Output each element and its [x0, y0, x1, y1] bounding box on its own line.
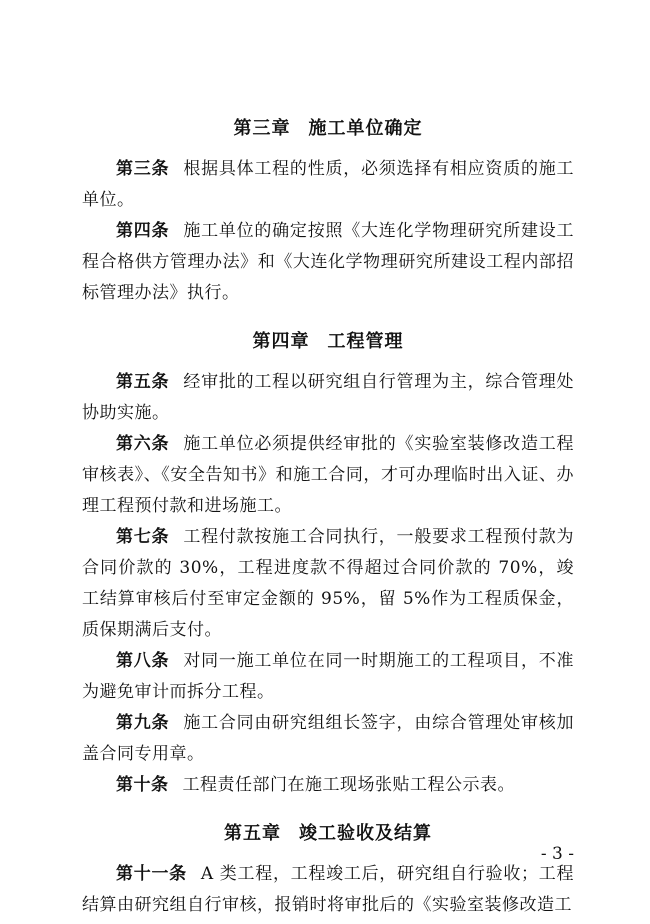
article-label: 第十条	[116, 775, 169, 795]
article-10	[82, 770, 574, 801]
chapter-title: 竣工验收及结算	[299, 823, 432, 844]
section-spacer	[82, 801, 574, 819]
article-5	[82, 367, 574, 429]
article-text: 工程付款按施工合同执行，一般要求工程预付款为合同价款的 30%，工程进度款不得超过合同价款的 70%，竣工结算审核后付至审定金额的 95%，留 5%作为工程质保金，质保期满后支付。	[82, 527, 574, 640]
article-11	[82, 859, 574, 921]
article-8	[82, 646, 574, 708]
chapter-number: 第五章	[224, 823, 281, 844]
article-text: A 类工程，工程竣工后，研究组自行验收；工程结算由研究组自行审核，报销时将审批后的《实验室装修改造工	[82, 864, 574, 915]
article-label: 第九条	[116, 713, 170, 733]
section-spacer	[82, 309, 574, 327]
article-4	[82, 216, 574, 309]
chapter-title: 施工单位确定	[308, 118, 423, 139]
article-text: 经审批的工程以研究组自行管理为主，综合管理处协助实施。	[82, 372, 574, 423]
chapter-number: 第三章	[233, 118, 291, 139]
chapter-number: 第四章	[252, 331, 310, 352]
article-text: 施工单位必须提供经审批的《实验室装修改造工程审核表》、《安全告知书》和施工合同，才可办理临时出入证、办理工程预付款和进场施工。	[82, 434, 574, 516]
article-text: 工程责任部门在施工现场张贴工程公示表。	[182, 775, 515, 795]
article-label: 第八条	[116, 651, 170, 671]
article-label: 第五条	[116, 372, 170, 392]
article-text: 施工合同由研究组组长签字，由综合管理处审核加盖合同专用章。	[82, 713, 574, 764]
chapter-heading-5	[82, 819, 574, 849]
article-label: 第三条	[116, 159, 170, 179]
article-text: 根据具体工程的性质，必须选择有相应资质的施工单位。	[82, 159, 574, 210]
chapter-heading-4	[82, 327, 574, 357]
chapter-heading-3	[82, 114, 574, 144]
article-7	[82, 522, 574, 646]
article-6	[82, 429, 574, 522]
article-label: 第四条	[116, 221, 170, 241]
chapter-title: 工程管理	[327, 331, 404, 352]
article-3	[82, 154, 574, 216]
page-number: - 3 -	[540, 844, 574, 864]
document-body	[82, 114, 574, 921]
article-text: 对同一施工单位在同一时期施工的工程项目，不准为避免审计而拆分工程。	[82, 651, 574, 702]
article-9	[82, 708, 574, 770]
article-label: 第六条	[116, 434, 170, 454]
article-label: 第十一条	[116, 864, 187, 884]
article-text: 施工单位的确定按照《大连化学物理研究所建设工程合格供方管理办法》和《大连化学物理研究所建设工程内部招标管理办法》执行。	[82, 221, 574, 303]
article-label: 第七条	[116, 527, 170, 547]
